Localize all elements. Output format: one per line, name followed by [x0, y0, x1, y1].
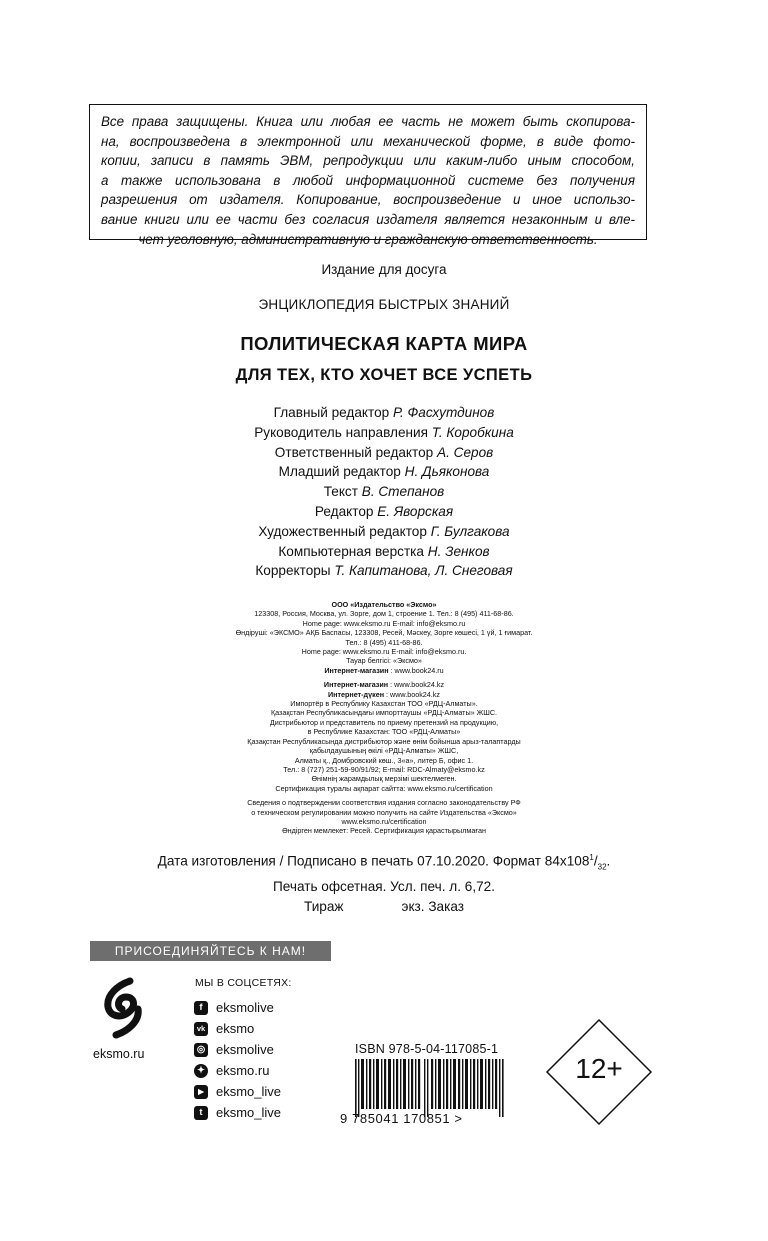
print-info-line: Печать офсетная. Усл. печ. л. 6,72. [273, 879, 495, 895]
print-info-line: Дата изготовления / Подписано в печать 07.10.2020. Формат $84x108^1/_{32}$. [157, 853, 611, 872]
social-label: eksmo.ru [216, 1063, 270, 1078]
rights-line: разрешения от издателя. Копирование, воспроизведение и иное использо- [101, 192, 635, 208]
rights-line: вание книги или ее части без согласия издателя является незаконным и вле- [101, 211, 635, 227]
book-title: ПОЛИТИЧЕСКАЯ КАРТА МИРА [240, 333, 528, 354]
imprint-line: Интернет-магазин : www.book24.ru [324, 665, 444, 675]
imprint-line: в Республике Казахстан: ТОО «РДЦ-Алматы» [307, 727, 461, 737]
edition-note: Издание для досуга [321, 262, 447, 277]
imprint-line: Сертификация туралы ақпарат сайтта: www.eksmo.ru/certification [275, 783, 493, 793]
credit-line: Текст В. Степанов [323, 484, 445, 500]
social-label: eksmo_live [216, 1105, 282, 1120]
social-label: eksmo_live [216, 1084, 282, 1099]
facebook-icon: f [194, 1001, 208, 1015]
social-item-eksmo-site[interactable] [194, 1060, 281, 1081]
youtube-icon: ▶ [194, 1085, 208, 1099]
rights-line: на, воспроизведена в электронной или механической форме, в виде фото- [101, 133, 635, 149]
imprint-line: Дистрибьютор и представитель по приему претензий на продукцию, [269, 717, 499, 727]
social-item-facebook[interactable] [194, 997, 281, 1018]
print-info [0, 848, 768, 917]
barcode-digits: 9 785041 170851 > [340, 1111, 463, 1126]
social-list [194, 997, 281, 1123]
eksmo-site-icon: ✦ [194, 1064, 208, 1078]
credit-line: Руководитель направления Т. Коробкина [254, 424, 514, 440]
publisher-name: ООО «Издательство «Эксмо» [331, 600, 437, 609]
rights-line: копии, записи в память ЭВМ, репродукции или каким-либо иным способом, [101, 153, 635, 169]
series-name: ЭНЦИКЛОПЕДИЯ БЫСТРЫХ ЗНАНИЙ [258, 297, 510, 312]
age-rating: 12+ [575, 1053, 623, 1084]
social-label: eksmolive [216, 1000, 274, 1015]
eksmo-logo-icon [100, 975, 146, 1041]
credits-list [0, 403, 768, 581]
rights-notice [101, 112, 635, 249]
isbn: ISBN 978-5-04-117085-1 [355, 1042, 499, 1056]
imprint-line: Импортёр в Республику Казахстан ТОО «РДЦ-Алматы». [290, 699, 478, 709]
imprint-line: Қазақстан Республикасындағы импорттаушы «РДЦ-Алматы» ЖШС. [270, 708, 498, 718]
credit-line: Младший редактор Н. Дьяконова [278, 464, 490, 480]
imprint-line: қабылдаушының өкілі «РДЦ-Алматы» ЖШС, [309, 746, 459, 756]
credit-line: Главный редактор Р. Фасхутдинов [273, 405, 495, 420]
imprint-line: 123308, Россия, Москва, ул. Зорге, дом 1, строение 1. Тел.: 8 (495) 411-68-86. [254, 609, 514, 619]
credit-line: Ответственный редактор А. Серов [274, 444, 494, 460]
instagram-icon: ◎ [194, 1043, 208, 1057]
book-subtitle: ДЛЯ ТЕХ, КТО ХОЧЕТ ВСЕ УСПЕТЬ [235, 366, 533, 384]
join-banner: ПРИСОЕДИНЯЙТЕСЬ К НАМ! [90, 941, 331, 961]
rights-line: а также использована в любой информационной системе без получения [101, 172, 635, 188]
eksmo-site-label: eksmo.ru [93, 1047, 145, 1061]
imprint-line: Тауар белгісі: «Эксмо» [346, 656, 422, 666]
imprint-line: Тел.: 8 (495) 411-68-86. [345, 637, 423, 647]
imprint-line: Өнімнің жарамдылық мерзімі шектелмеген. [311, 774, 457, 784]
rights-line: Все права защищены. Книга или любая ее часть не может быть скопирова- [101, 114, 635, 129]
social-label: eksmolive [216, 1042, 274, 1057]
imprint-block [0, 600, 768, 836]
imprint-line: Сведения о подтверждении соответствия издания согласно законодательству РФ [247, 798, 521, 808]
imprint-line: www.eksmo.ru/certification [341, 816, 427, 826]
social-item-twitter[interactable] [194, 1102, 281, 1123]
vk-icon: vk [194, 1022, 208, 1036]
print-info-line: Тираж экз. Заказ [304, 899, 464, 915]
imprint-line: Интернет-дүкен : www.book24.kz [327, 689, 440, 699]
social-title: МЫ В СОЦСЕТЯХ: [195, 977, 292, 989]
imprint-line: о техническом регулировании можно получить на сайте Издательства «Эксмо» [251, 807, 517, 817]
social-item-vk[interactable] [194, 1018, 281, 1039]
social-item-instagram[interactable] [194, 1039, 281, 1060]
rights-notice-box [89, 104, 647, 247]
credit-line: Компьютерная верстка Н. Зенков [278, 543, 490, 559]
imprint-line: Өндірген мемлекет: Ресей. Сертификация қарастырылмаған [282, 826, 486, 836]
imprint-line: Қазақстан Республикасында дистрибьютор және өнім бойынша арыз-талаптарды [247, 736, 521, 746]
social-item-youtube[interactable] [194, 1081, 281, 1102]
imprint-line: Home page: www.eksmo.ru E-mail: info@eksmo.ru [302, 618, 466, 628]
imprint-line: Тел.: 8 (727) 251-59-90/91/92; E-mail: RDC-Almaty@eksmo.kz [283, 764, 485, 774]
credit-line: Редактор Е. Яворская [314, 503, 454, 519]
social-label: eksmo [216, 1021, 255, 1036]
credit-line: Художественный редактор Г. Булгакова [258, 523, 510, 539]
imprint-line: Өндіруші: «ЭКСМО» АҚБ Баспасы, 123308, Ресей, Мәскеу, Зорге көшесі, 1 үй, 1 ғимарат. [235, 628, 533, 638]
imprint-line: Интернет-магазин : www.book24.kz [323, 680, 445, 690]
barcode-icon [355, 1059, 505, 1117]
twitter-icon: t [194, 1106, 208, 1120]
credit-line: Корректоры Т. Капитанова, Л. Снеговая [255, 563, 513, 579]
imprint-line: Алматы қ., Домбровский көш., 3«а», литер Б, офис 1. [294, 755, 474, 765]
imprint-line: Home page: www.eksmo.ru E-mail: info@eksmo.ru. [301, 647, 467, 657]
rights-line: чет уголовную, административную и гражданскую ответственность. [138, 231, 598, 247]
